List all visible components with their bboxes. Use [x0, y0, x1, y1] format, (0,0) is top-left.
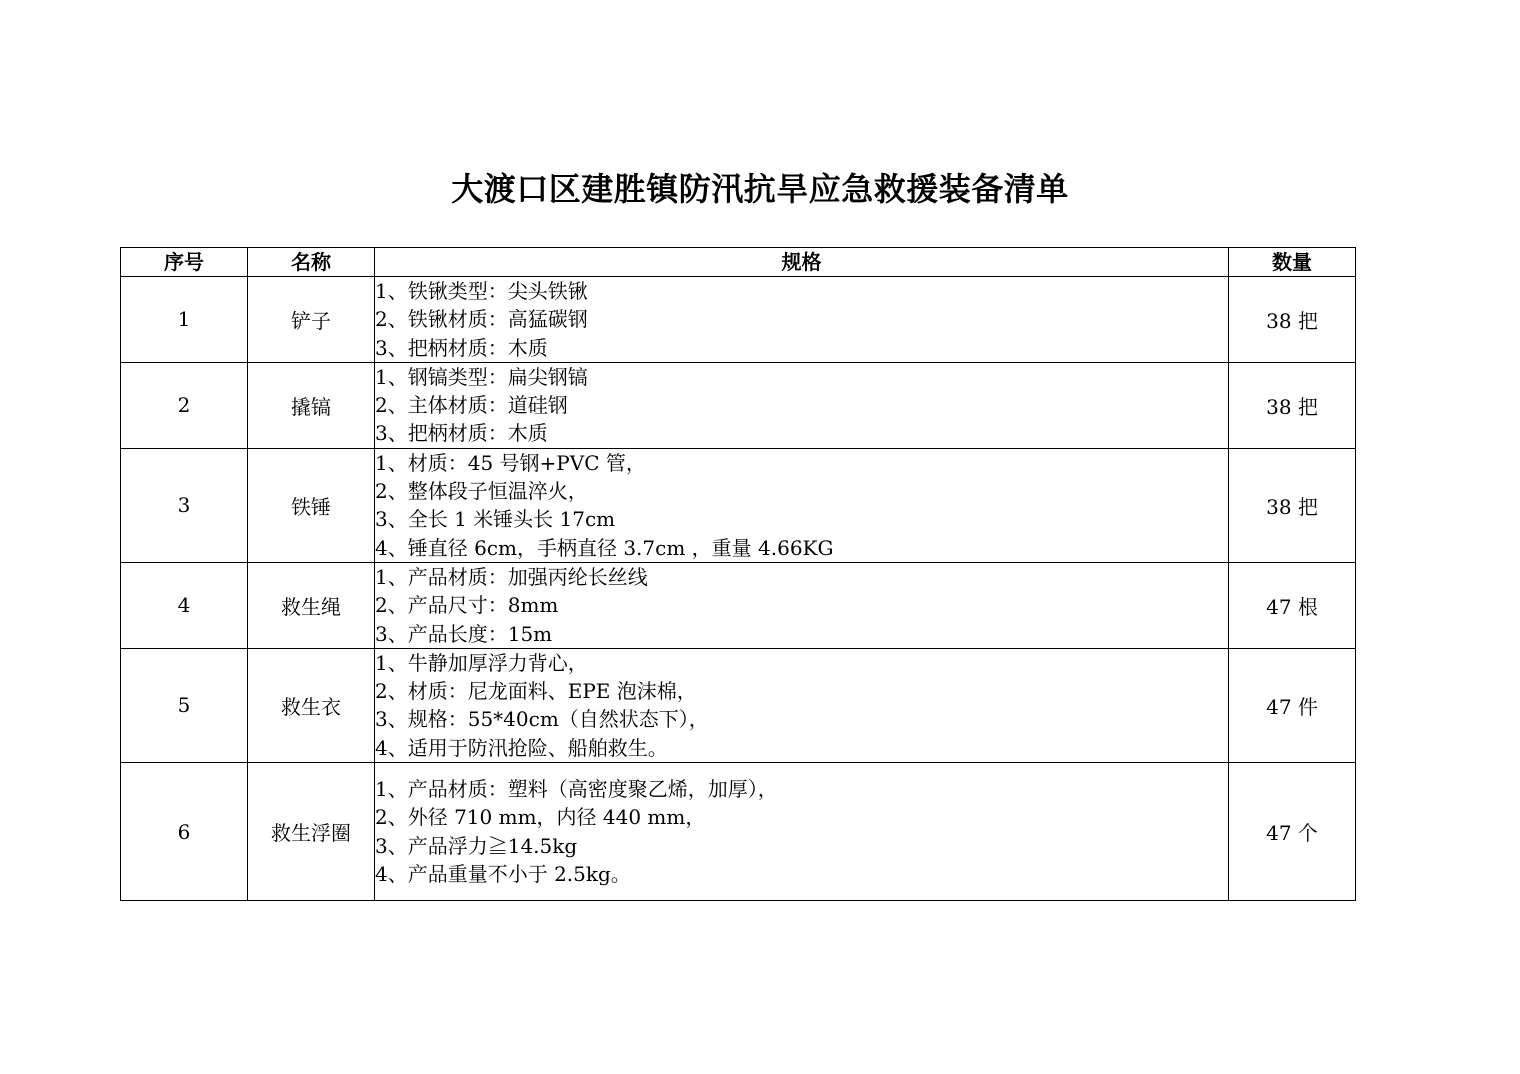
- table-row: [121, 277, 1356, 363]
- spec-line: 4、产品重量不小于 2.5kg。: [375, 861, 631, 886]
- row-spec: [375, 277, 1229, 363]
- row-spec: [375, 562, 1229, 648]
- row-quantity: 38 把: [1229, 277, 1356, 363]
- row-name: 救生浮圈: [248, 763, 375, 901]
- table-row: [121, 562, 1356, 648]
- row-name: 撬镐: [248, 362, 375, 448]
- table-row: [121, 362, 1356, 448]
- spec-line: 1、产品材质：塑料（高密度聚乙烯，加厚），: [375, 776, 778, 801]
- row-name: 铁锤: [248, 448, 375, 562]
- header-name: 名称: [248, 248, 375, 277]
- row-quantity: 38 把: [1229, 362, 1356, 448]
- spec-line: 2、产品尺寸：8mm: [375, 593, 559, 618]
- spec-line: 4、适用于防汛抢险、船舶救生。: [375, 735, 668, 760]
- equipment-table: [120, 247, 1356, 901]
- table-row: [121, 448, 1356, 562]
- row-index: 2: [121, 362, 248, 448]
- spec-line: 3、规格：55*40cm（自然状态下），: [375, 707, 709, 732]
- spec-line: 1、铁锹类型：尖头铁锹: [375, 279, 588, 303]
- row-name: 铲子: [248, 277, 375, 363]
- table-header-row: [121, 248, 1356, 277]
- row-index: 3: [121, 448, 248, 562]
- row-quantity: 47 个: [1229, 763, 1356, 901]
- row-name: 救生绳: [248, 562, 375, 648]
- row-index: 5: [121, 648, 248, 762]
- spec-line: 3、把柄材质：木质: [375, 421, 548, 446]
- table-row: [121, 648, 1356, 762]
- spec-line: 1、产品材质：加强丙纶长丝线: [375, 564, 648, 589]
- header-quantity: 数量: [1229, 248, 1356, 277]
- spec-line: 2、整体段子恒温淬火，: [375, 479, 588, 504]
- row-spec: [375, 763, 1229, 901]
- spec-line: 1、材质：45 号钢+PVC 管，: [375, 450, 646, 475]
- spec-line: 3、全长 1 米锤头长 17cm: [375, 507, 616, 532]
- spec-line: 3、产品浮力≧14.5kg: [375, 833, 578, 858]
- spec-line: 1、钢镐类型：扁尖钢镐: [375, 364, 588, 389]
- spec-line: 3、产品长度：15m: [375, 621, 553, 646]
- spec-line: 2、材质：尼龙面料、EPE 泡沫棉，: [375, 679, 697, 704]
- spec-line: 1、牛静加厚浮力背心，: [375, 650, 588, 675]
- row-spec: [375, 362, 1229, 448]
- row-quantity: 47 根: [1229, 562, 1356, 648]
- table-row: [121, 763, 1356, 901]
- document-title: 大渡口区建胜镇防汛抗旱应急救援装备清单: [451, 170, 1069, 208]
- header-spec: 规格: [375, 248, 1229, 277]
- spec-line: 2、主体材质：道硅钢: [375, 393, 568, 418]
- row-spec: [375, 448, 1229, 562]
- row-index: 6: [121, 763, 248, 901]
- spec-line: 3、把柄材质：木质: [375, 335, 548, 360]
- spec-line: 2、铁锹材质：高猛碳钢: [375, 307, 588, 332]
- spec-line: 4、锤直径 6cm，手柄直径 3.7cm ，重量 4.66KG: [375, 535, 834, 560]
- row-name: 救生衣: [248, 648, 375, 762]
- row-spec: [375, 648, 1229, 762]
- row-quantity: 38 把: [1229, 448, 1356, 562]
- spec-line: 2、外径 710 mm，内径 440 mm，: [375, 805, 706, 830]
- row-quantity: 47 件: [1229, 648, 1356, 762]
- row-index: 4: [121, 562, 248, 648]
- header-index: 序号: [121, 248, 248, 277]
- row-index: 1: [121, 277, 248, 363]
